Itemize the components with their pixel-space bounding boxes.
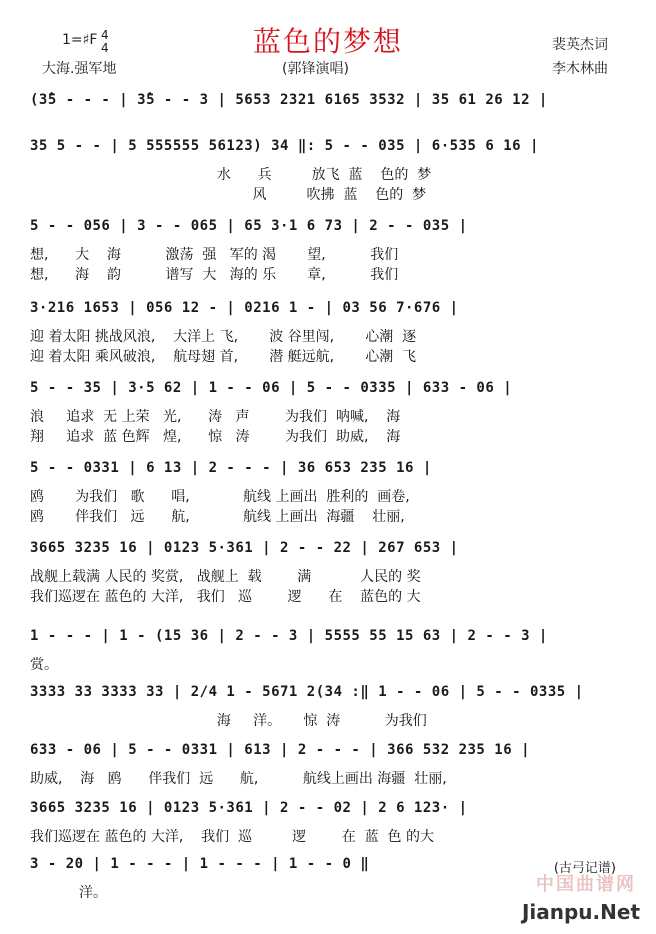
composer: 李木林曲 [552,61,608,77]
score-line-7 [30,540,630,605]
singer: (郭锋演唱) [282,61,349,77]
lyric-verse-1: 浪 追求 无 上荣 光, 涛 声 为我们 呐喊, 海 [30,409,401,425]
key-signature: 1=♯F [62,32,98,48]
lyric-verse-1: 洋。 [30,885,107,901]
score-line-2 [30,138,630,203]
notes: 3333 33 3333 33 | 2/4 1 - 5671 2(34 :‖ 1 - - 06 | 5 - - 0335 | [30,684,584,700]
watermark-cn: 中国曲谱网 [536,874,636,895]
lyric-verse-2: 想, 海 韵 谱写 大 海的 乐 章, 我们 [30,267,399,283]
score-line-3 [30,218,630,283]
score-line-5 [30,380,630,445]
meter-top: 4 [101,28,109,42]
notes: 3 - 20 | 1 - - - | 1 - - - | 1 - - 0 ‖ [30,856,370,872]
song-title: 蓝色的梦想 [252,25,403,58]
transcriber-credit: (古弓记谱) [553,861,616,876]
time-signature [101,29,109,55]
lyric-verse-1: 想, 大 海 激荡 强 军的 渴 望, 我们 [30,247,399,263]
notes: 5 - - 056 | 3 - - 065 | 65 3·1 6 73 | 2 - - 035 | [30,218,468,234]
notes: (3̂5 - - - | 3̂5 - - 3 | 5653 2321 6165 3532 | 35 61 26 12 | [30,92,548,108]
meter-bottom: 4 [101,41,109,55]
score-line-9 [30,684,630,744]
score-line-4 [30,300,630,365]
lyric-verse-1: 助威, 海 鸥 伴我们 远 航, 航线上画出 海疆 壮丽, [30,771,447,787]
lyric-verse-1: 我们巡逻在 蓝色的 大洋, 我们 巡 逻 在 蓝 色 的大 [30,829,434,845]
lyric-verse-2: 风 吹拂 蓝 色的 梦 [30,187,427,203]
notes: 633 - 06 | 5 - - 0331 | 613 | 2 - - - | 366 532 235 16 | [30,742,531,758]
lyric-verse-1: 海 洋。 惊 涛 为我们 [30,713,427,729]
score-line-11 [30,800,630,860]
lyric-verse-1: 赏。 [30,657,58,673]
lyric-verse-2: 迎 着太阳 乘风破浪, 航母翅 首, 潜 艇远航, 心潮 飞 [30,349,417,365]
lyric-verse-2: 翔 追求 蓝 色辉 煌, 惊 涛 为我们 助威, 海 [30,429,401,445]
score-line-8 [30,628,630,688]
lyric-verse-2: 我们巡逻在 蓝色的 大洋, 我们 巡 逻 在 蓝色的 大 [30,589,421,605]
notes: 35 5 - - | 5 555555 56123) 34 ‖: 5 - - 035 | 6·535 6 16 | [30,138,539,154]
score-line-6 [30,460,630,525]
notes: 3665 3235 16 | 0123 5·361 | 2 - - 02 | 2 6 123· | [30,800,468,816]
notes: 3665 3235 16 | 0123 5·361 | 2 - - 22 | 267 653 | [30,540,459,556]
lyric-verse-1: 鸥 为我们 歌 唱, 航线 上画出 胜利的 画卷, [30,489,410,505]
lyric-verse-2: 鸥 伴我们 远 航, 航线 上画出 海疆 壮丽, [30,509,405,525]
notes: 5 - - 35 | 3·5 62 | 1 - - 06 | 5 - - 0335 | 633 - 06 | [30,380,513,396]
notes: 1 - - - | 1 - (15 36 | 2 - - 3 | 5555 55 15 63 | 2 - - 3 | [30,628,548,644]
watermark: Jianpu.Net [521,900,640,924]
notes: 3·216 1653 | 056 12 - | 0216 1 - | 03 56 7·676 | [30,300,459,316]
lyricist: 裴英杰词 [552,37,608,53]
subtitle: 大海.强军地 [42,61,117,77]
notes: 5 - - 0331 | 6 13 | 2 - - - | 36 653 235 16 | [30,460,432,476]
lyric-verse-1: 战舰上载满 人民的 奖赏, 战舰上 载 满 人民的 奖 [30,569,421,585]
lyric-verse-1: 迎 着太阳 挑战风浪, 大洋上 飞, 波 谷里闯, 心潮 逐 [30,329,417,345]
lyric-verse-1: 水 兵 放飞 蓝 色的 梦 [30,167,432,183]
score-line-10 [30,742,630,802]
